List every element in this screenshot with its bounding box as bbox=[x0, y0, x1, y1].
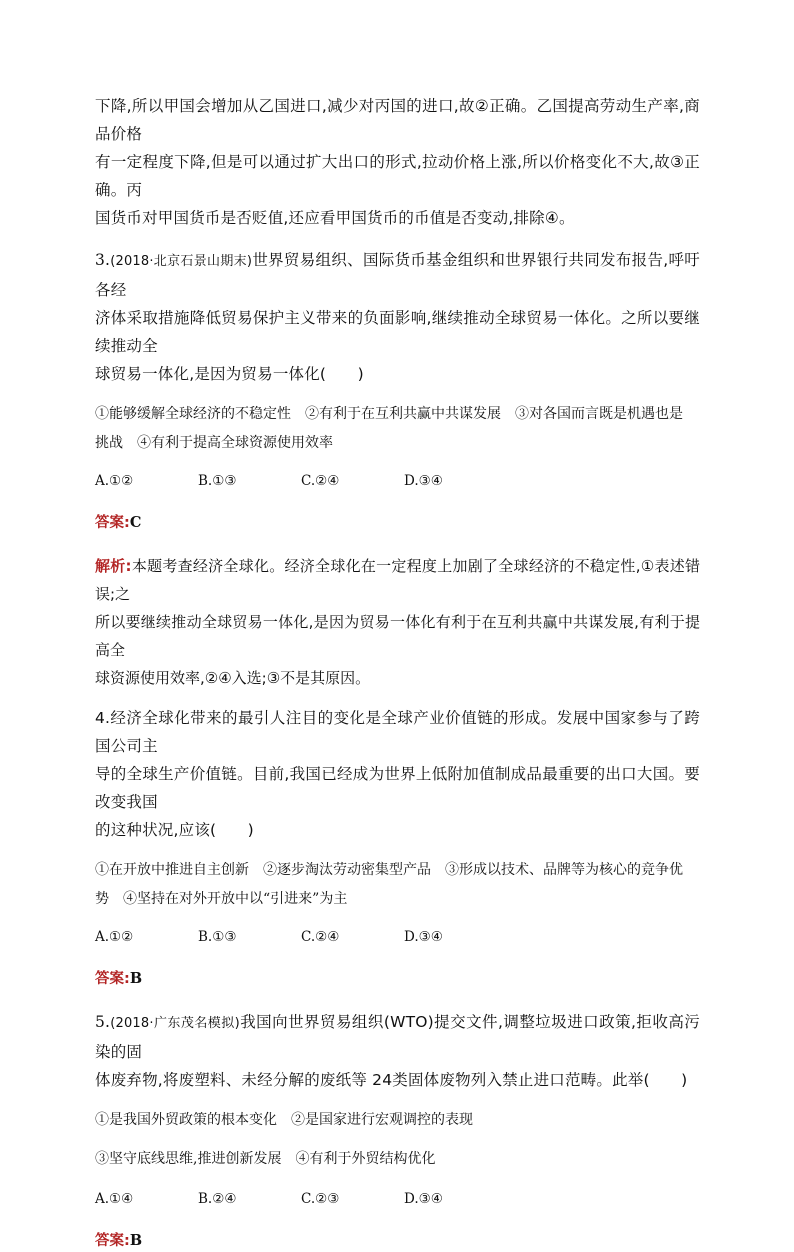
choice-d: D.③④ bbox=[404, 929, 443, 945]
analysis-label: 解析: bbox=[95, 557, 132, 575]
question-5-stem-line bbox=[95, 1008, 700, 1066]
choice-b: B.①③ bbox=[198, 473, 237, 489]
question-3-stem-line bbox=[95, 246, 700, 304]
question-3-stem-line: 球贸易一体化,是因为贸易一体化( ) bbox=[95, 365, 364, 383]
question-3-source: (2018·北京石景山期末) bbox=[110, 254, 253, 269]
option-line: ①在开放中推进自主创新 ②逐步淘汰劳动密集型产品 ③形成以技术、品牌等为核心的竞争优 bbox=[95, 862, 683, 878]
question-5-number: 5. bbox=[95, 1013, 111, 1031]
analysis-text: 本题考查经济全球化。经济全球化在一定程度上加剧了全球经济的不稳定性,①表述错误;之 bbox=[95, 557, 700, 603]
intro-line: 国货币对甲国货币是否贬值,还应看甲国货币的币值是否变动,排除④。 bbox=[95, 209, 575, 227]
question-3-options bbox=[95, 400, 700, 458]
intro-analysis bbox=[95, 92, 700, 232]
answer-value: B bbox=[129, 1232, 143, 1249]
question-3-number: 3. bbox=[95, 251, 111, 269]
choice-a: A.①② bbox=[95, 929, 134, 945]
question-5-source: (2018·广东茂名模拟) bbox=[110, 1016, 240, 1031]
question-3-stem-text: 世界贸易组织、国际货币基金组织和世界银行共同发布报告,呼吁各经 bbox=[95, 251, 700, 299]
option-line: ③坚守底线思维,推进创新发展 ④有利于外贸结构优化 bbox=[95, 1151, 436, 1167]
analysis-line: 所以要继续推动全球贸易一体化,是因为贸易一体化有利于在互利共赢中共谋发展,有利于提高全 bbox=[95, 613, 700, 659]
question-3 bbox=[95, 246, 700, 692]
answer-value: C bbox=[129, 514, 142, 531]
question-4 bbox=[95, 704, 700, 990]
question-5-choices bbox=[95, 1188, 700, 1210]
question-5-stem-line: 体废弃物,将废塑料、未经分解的废纸等 24类固体废物列入禁止进口范畴。此举( ) bbox=[95, 1071, 688, 1089]
choice-a: A.①④ bbox=[95, 1191, 134, 1207]
choice-c: C.②④ bbox=[301, 473, 340, 489]
answer-label: 答案: bbox=[95, 971, 130, 987]
question-4-stem-line: 的这种状况,应该( ) bbox=[95, 821, 254, 839]
option-line: ①是我国外贸政策的根本变化 ②是国家进行宏观调控的表现 bbox=[95, 1112, 473, 1128]
intro-line: 有一定程度下降,但是可以通过扩大出口的形式,拉动价格上涨,所以价格变化不大,故③正确。丙 bbox=[95, 153, 700, 199]
choice-b: B.②④ bbox=[198, 1191, 237, 1207]
option-line: 挑战 ④有利于提高全球资源使用效率 bbox=[95, 435, 333, 451]
question-3-stem-line: 济体采取措施降低贸易保护主义带来的负面影响,继续推动全球贸易一体化。之所以要继续推动全 bbox=[95, 309, 700, 355]
question-3-analysis bbox=[95, 552, 700, 692]
choice-b: B.①③ bbox=[198, 929, 237, 945]
question-4-stem-line: 4.经济全球化带来的最引人注目的变化是全球产业价值链的形成。发展中国家参与了跨国公司主 bbox=[95, 709, 700, 755]
choice-c: C.②③ bbox=[301, 1191, 340, 1207]
option-line: ①能够缓解全球经济的不稳定性 ②有利于在互利共赢中共谋发展 ③对各国而言既是机遇也是 bbox=[95, 406, 683, 422]
analysis-line: 球资源使用效率,②④入选;③不是其原因。 bbox=[95, 669, 371, 687]
question-5-options bbox=[95, 1106, 700, 1174]
choice-d: D.③④ bbox=[404, 473, 443, 489]
question-4-choices bbox=[95, 926, 700, 948]
question-5 bbox=[95, 1008, 700, 1252]
choice-d: D.③④ bbox=[404, 1191, 443, 1207]
choice-a: A.①② bbox=[95, 473, 134, 489]
analysis-line bbox=[95, 552, 700, 608]
question-5-answer bbox=[95, 1230, 700, 1252]
question-3-answer bbox=[95, 512, 700, 534]
question-5-stem-text: 我国向世界贸易组织(WTO)提交文件,调整垃圾进口政策,拒收高污染的固 bbox=[95, 1013, 700, 1061]
answer-label: 答案: bbox=[95, 515, 130, 531]
question-3-choices bbox=[95, 470, 700, 492]
answer-value: B bbox=[129, 970, 143, 987]
question-4-options bbox=[95, 856, 700, 914]
question-4-answer bbox=[95, 968, 700, 990]
choice-c: C.②④ bbox=[301, 929, 340, 945]
answer-label: 答案: bbox=[95, 1233, 130, 1249]
option-line: 势 ④坚持在对外开放中以“引进来”为主 bbox=[95, 891, 348, 907]
intro-line: 下降,所以甲国会增加从乙国进口,减少对丙国的进口,故②正确。乙国提高劳动生产率,商品价格 bbox=[95, 97, 700, 143]
question-4-stem-line: 导的全球生产价值链。目前,我国已经成为世界上低附加值制成品最重要的出口大国。要改变我国 bbox=[95, 765, 700, 811]
document-page bbox=[95, 92, 700, 1252]
